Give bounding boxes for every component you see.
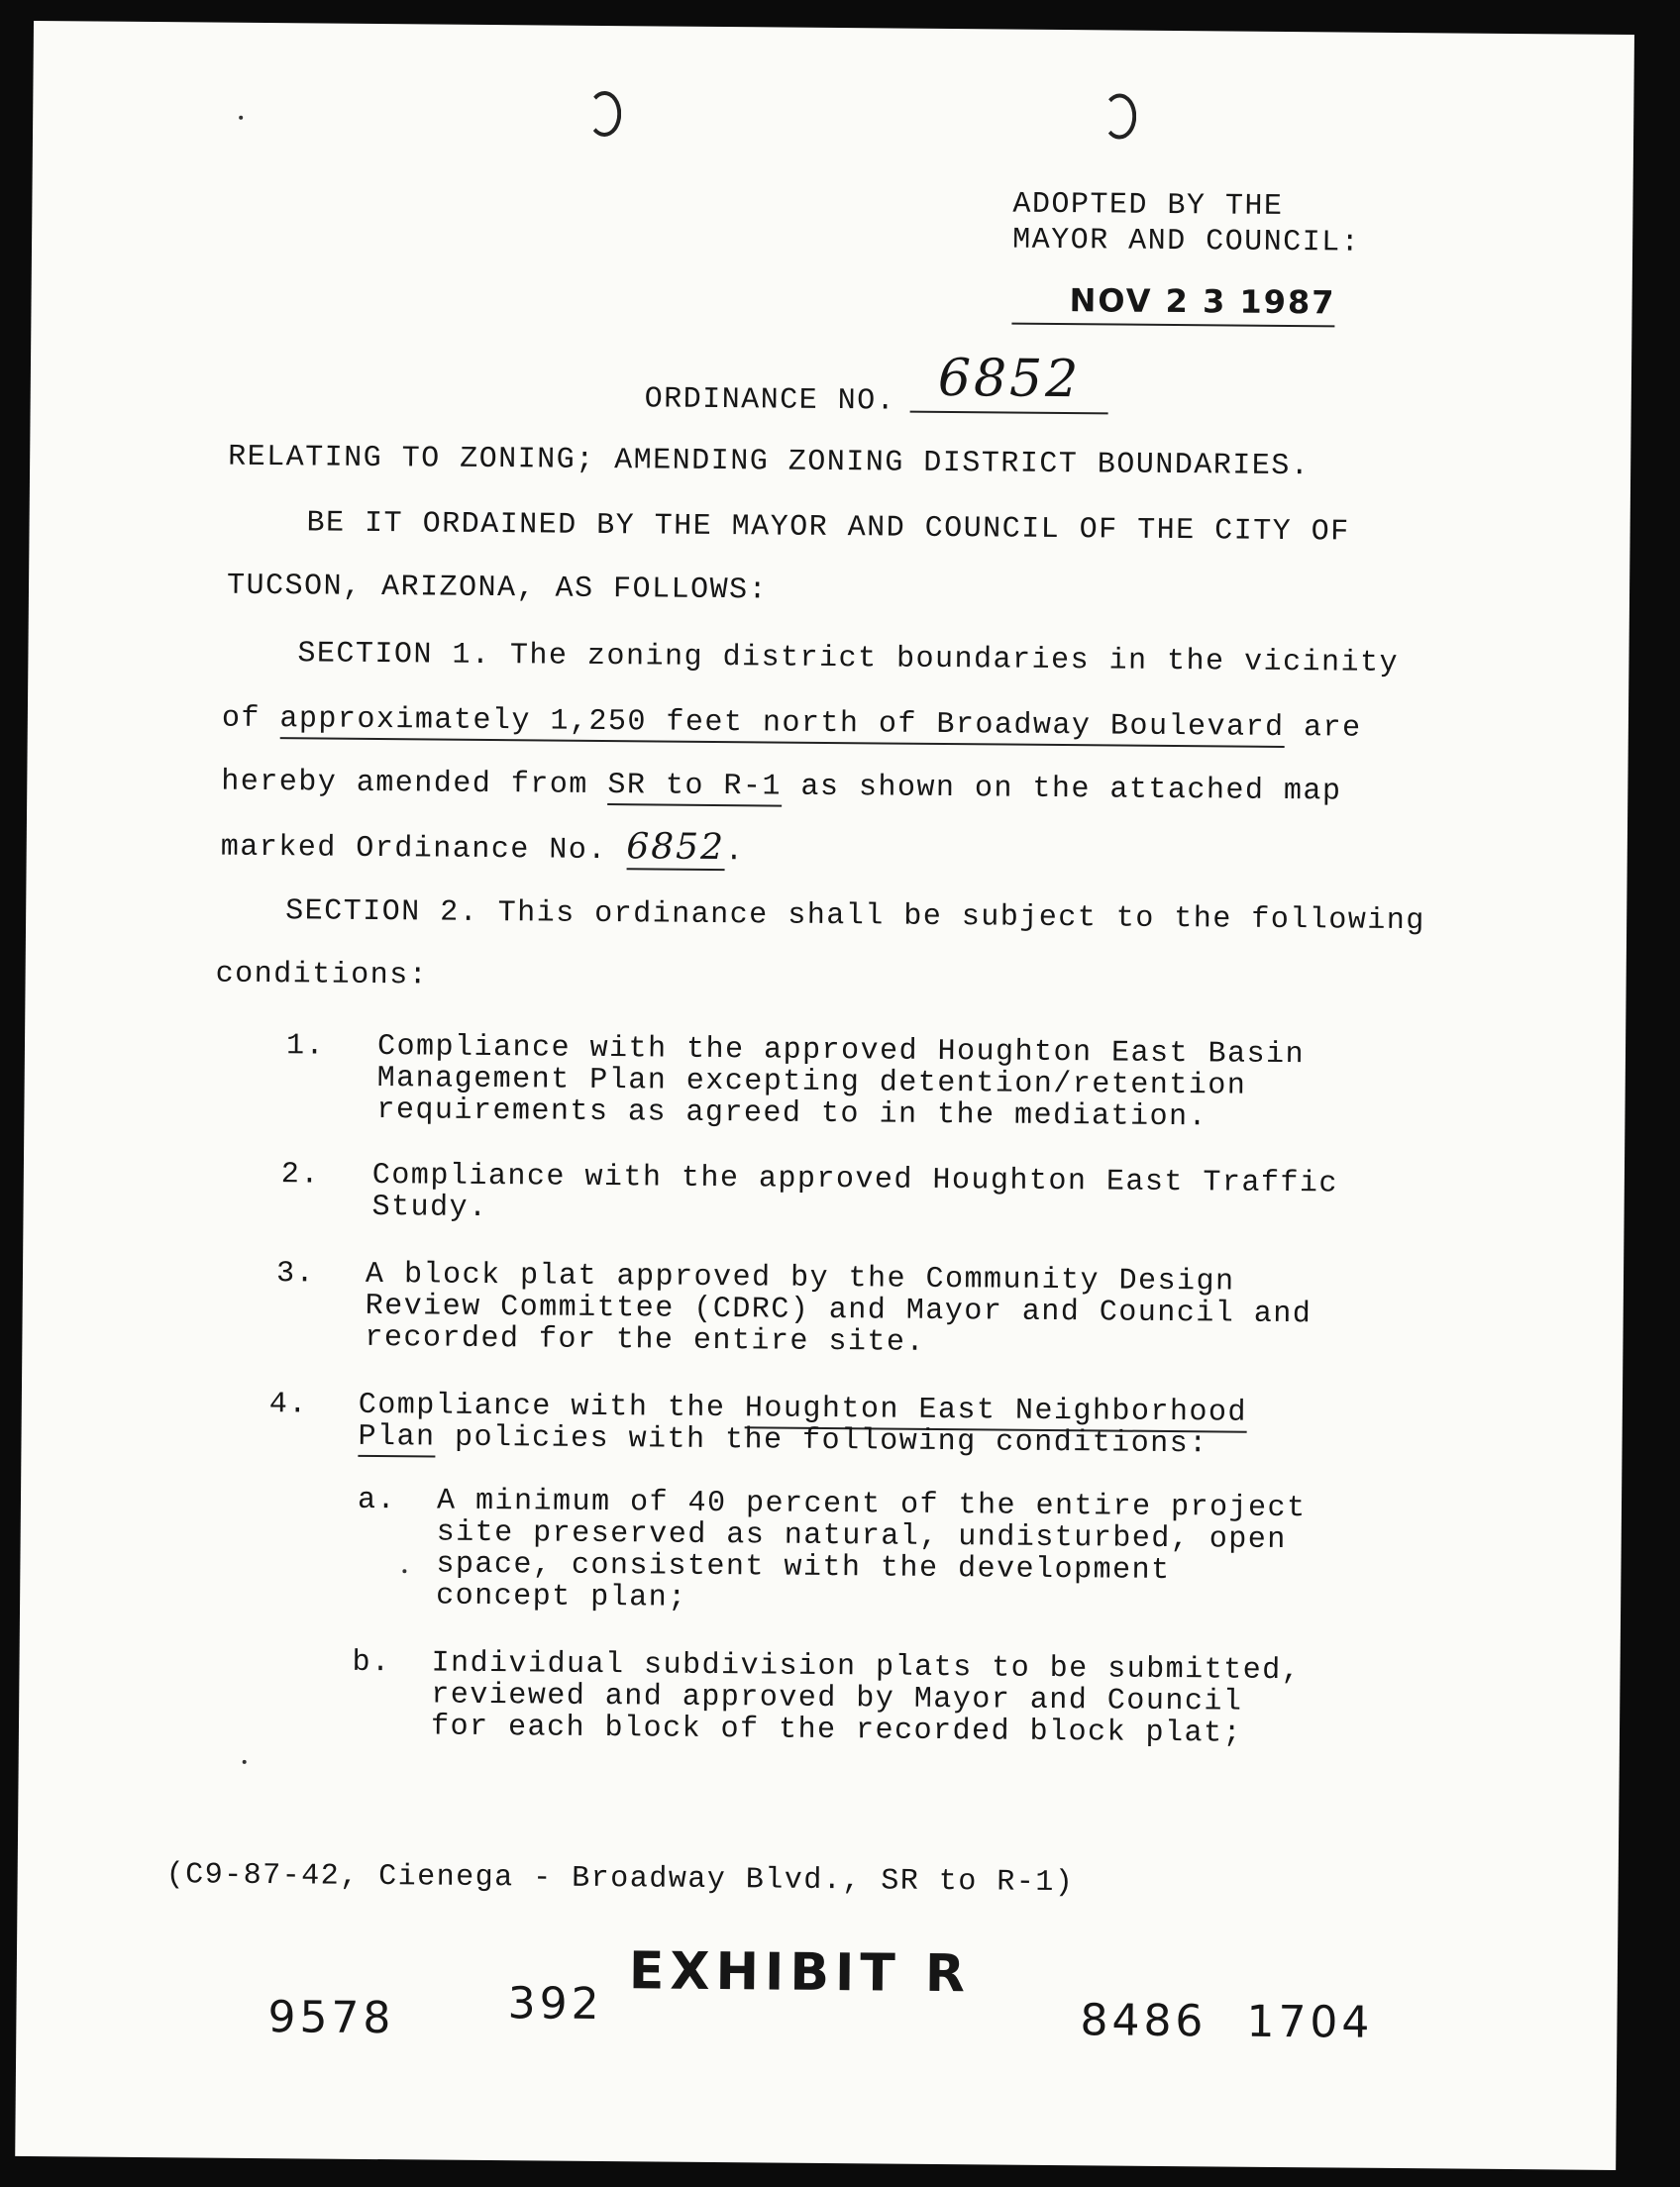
subcondition-letter: b. <box>352 1645 391 1681</box>
subcondition-a-line-4: concept plan; <box>436 1579 687 1615</box>
recording-number: 9578 <box>267 1992 395 2044</box>
speck <box>243 1760 247 1764</box>
recording-number: 392 <box>507 1978 603 2031</box>
adopted-date-rule <box>1011 323 1334 328</box>
condition-3-line-2: Review Committee (CDRC) and Mayor and Council and <box>365 1289 1312 1332</box>
condition-2-line-2: Study. <box>371 1190 488 1225</box>
subcondition-a-line-2: site preserved as natural, undisturbed, open <box>436 1515 1287 1558</box>
speck <box>239 116 243 120</box>
section-1-text: of <box>221 701 280 737</box>
condition-4-line-2 <box>358 1420 1208 1461</box>
section-2-line-2: conditions: <box>215 957 429 993</box>
condition-3-line-3: recorded for the entire site. <box>365 1320 926 1360</box>
subcondition-b-line-2: reviewed and approved by Mayor and Council <box>431 1678 1243 1719</box>
condition-1-line-3: requirements as agreed to in the mediation. <box>376 1094 1208 1135</box>
ordinance-label: ORDINANCE NO. <box>644 382 896 419</box>
condition-2-line-1: Compliance with the approved Houghton East Traffic <box>371 1158 1339 1201</box>
condition-number: 2. <box>280 1158 321 1193</box>
section-1-line-4 <box>221 827 745 870</box>
section-1-line-3 <box>221 766 1341 809</box>
speck <box>402 1569 406 1573</box>
map-ordinance-number: 6852 <box>626 826 725 871</box>
binding-mark-left <box>587 91 621 137</box>
subcondition-a-line-1: A minimum of 40 percent of the entire project <box>436 1484 1307 1526</box>
exhibit-stamp: EXHIBIT R <box>628 1941 972 2005</box>
condition-number: 1. <box>285 1029 326 1064</box>
recording-number: 1704 <box>1246 1996 1374 2048</box>
neighborhood-plan-title: Plan <box>358 1420 435 1458</box>
condition-4-text: policies with the following conditions: <box>435 1420 1208 1462</box>
document-page <box>15 21 1634 2170</box>
condition-number: 3. <box>275 1257 316 1292</box>
condition-number: 4. <box>268 1388 309 1422</box>
ordinance-number-rule <box>910 411 1108 415</box>
adopted-line-1: ADOPTED BY THE <box>1012 187 1284 224</box>
ordained-line-1: BE IT ORDAINED BY THE MAYOR AND COUNCIL OF THE CITY OF <box>306 506 1350 550</box>
binding-mark-right <box>1102 93 1136 139</box>
recording-number: 8486 <box>1080 1995 1208 2047</box>
section-1-text: hereby amended from <box>221 765 608 803</box>
subcondition-a-line-3: space, consistent with the development <box>436 1547 1171 1589</box>
condition-1-line-2: Management Plan excepting detention/retention <box>376 1062 1247 1103</box>
ordinance-number: 6852 <box>937 348 1082 410</box>
vicinity-description: approximately 1,250 feet north of Broadway Boulevard <box>279 702 1284 748</box>
section-1-line-2 <box>222 702 1362 746</box>
relating-line: RELATING TO ZONING; AMENDING ZONING DISTRICT BOUNDARIES. <box>228 440 1311 484</box>
section-1-text: marked Ordinance No. <box>220 830 627 869</box>
section-1-line-1: SECTION 1. The zoning district boundaries in the vicinity <box>297 637 1400 680</box>
zoning-change: SR to R-1 <box>607 769 782 807</box>
section-2-line-1: SECTION 2. This ordinance shall be subject to the following <box>285 894 1425 939</box>
subcondition-letter: a. <box>357 1483 397 1518</box>
condition-4-text: Compliance with the <box>358 1388 746 1426</box>
case-reference: (C9-87-42, Cienega - Broadway Blvd., SR to R-1) <box>165 1858 1075 1901</box>
section-1-text: as shown on the attached map <box>781 770 1342 809</box>
condition-1-line-1: Compliance with the approved Houghton East Basin <box>376 1030 1306 1073</box>
adopted-line-2: MAYOR AND COUNCIL: <box>1011 223 1361 260</box>
subcondition-b-line-3: for each block of the recorded block plat; <box>430 1710 1243 1751</box>
section-1-text: . <box>724 835 745 870</box>
ordained-line-2: TUCSON, ARIZONA, AS FOLLOWS: <box>226 569 769 608</box>
condition-3-line-1: A block plat approved by the Community Design <box>365 1257 1235 1300</box>
subcondition-b-line-1: Individual subdivision plats to be submitted, <box>431 1646 1302 1689</box>
neighborhood-plan-title: Houghton East Neighborhood <box>745 1392 1247 1432</box>
section-1-text: are <box>1284 710 1362 746</box>
adopted-date: NOV 2 3 1987 <box>1069 281 1336 322</box>
